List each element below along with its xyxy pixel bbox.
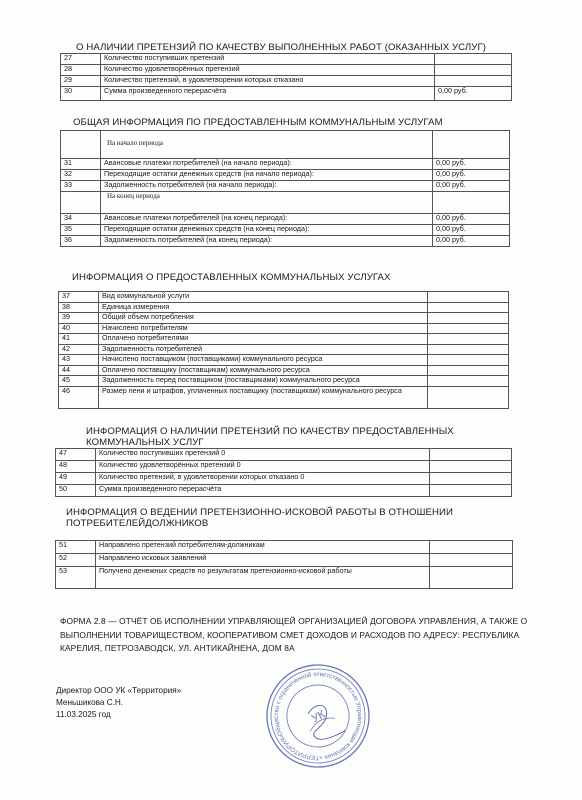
subheader-start: На начало периода: [101, 131, 433, 159]
row-label: Сумма произведенного перерасчёта: [96, 485, 430, 497]
row-label: Направлено претензий потребителям-должникам: [96, 541, 430, 554]
row-label: Общий объем потребления: [99, 313, 428, 324]
table-row: [61, 225, 510, 236]
row-label: Получено денежных средств по результатам претензионно-исковой работы: [96, 567, 430, 589]
row-number: 27: [61, 54, 101, 65]
table-row: [61, 170, 510, 181]
row-number: 35: [61, 225, 101, 236]
row-label: Единица измерения: [99, 302, 428, 313]
subheader-row: [61, 192, 510, 214]
table-row: [59, 313, 509, 324]
company-seal: [264, 662, 372, 770]
subheader-end: На конец периода: [101, 192, 433, 214]
row-label: Начислено потребителям: [99, 323, 428, 334]
value-cell: [428, 323, 509, 334]
value-cell: 0,00 руб.: [433, 236, 510, 247]
row-number: [61, 131, 101, 159]
value-cell: 0,00 руб.: [433, 181, 510, 192]
table-row: [61, 159, 510, 170]
value-cell: [428, 355, 509, 366]
table-row: [56, 567, 513, 589]
table-row: [56, 449, 512, 461]
row-number: 28: [61, 65, 101, 76]
row-label: Сумма произведенного перерасчёта: [101, 87, 435, 101]
row-label: Переходящие остатки денежных средств (на конец периода):: [101, 225, 433, 236]
value-cell: [428, 344, 509, 355]
row-label: Начислено поставщиком (поставщиками) коммунального ресурса: [99, 355, 428, 366]
row-number: 43: [59, 355, 99, 366]
section-title-utilities-provided: ИНФОРМАЦИЯ О ПРЕДОСТАВЛЕННЫХ КОММУНАЛЬНЫХ УСЛУГАХ: [72, 272, 391, 283]
row-number: [61, 192, 101, 214]
row-number: 53: [56, 567, 96, 589]
value-cell: [430, 461, 512, 473]
table-row: [61, 181, 510, 192]
seal-center-text: УК: [309, 708, 328, 726]
row-number: 52: [56, 554, 96, 567]
row-label: Вид коммунальной услуги: [99, 292, 428, 303]
row-label: Авансовые платежи потребителей (на начало периода):: [101, 159, 433, 170]
table-row: [61, 87, 512, 101]
row-label: Задолженность перед поставщиком (поставщиками) коммунального ресурса: [99, 376, 428, 387]
row-number: 29: [61, 76, 101, 87]
row-number: 31: [61, 159, 101, 170]
value-cell: [430, 473, 512, 485]
row-label: Задолженность потребителей: [99, 344, 428, 355]
row-number: 42: [59, 344, 99, 355]
value-cell: [428, 302, 509, 313]
value-cell: 0,00 руб.: [433, 170, 510, 181]
row-label: Задолженность потребителей (на начало периода):: [101, 181, 433, 192]
row-label: Оплачено поставщику (поставщикам) коммунального ресурса: [99, 365, 428, 376]
table-row: [56, 554, 513, 567]
title-line-2: ПОТРЕБИТЕЛЕЙДОЛЖНИКОВ: [66, 518, 209, 529]
title-line-1: ИНФОРМАЦИЯ О НАЛИЧИИ ПРЕТЕНЗИЙ ПО КАЧЕСТВУ ПРЕДОСТАВЛЕННЫХ: [86, 426, 454, 437]
value-cell: [428, 365, 509, 376]
value-cell: 0,00 руб.: [433, 214, 510, 225]
section-title-utilities-claims: [86, 426, 454, 448]
value-cell: [428, 376, 509, 387]
value-cell: [433, 192, 510, 214]
seal-ring-text: Общество с ограниченной ответственностью Управляющая компания «ТЕРРИТОРИЯ»: [272, 670, 364, 762]
value-cell: [430, 485, 512, 497]
row-number: 34: [61, 214, 101, 225]
table-row: [61, 76, 512, 87]
value-cell: [430, 554, 513, 567]
row-label: Количество удовлетворённых претензий: [101, 65, 435, 76]
signature-position: Директор ООО УК «Территория»: [56, 686, 182, 695]
signature-name: Меньшикова С.Н.: [56, 698, 124, 707]
row-number: 33: [61, 181, 101, 192]
section-title-utilities-general: ОБЩАЯ ИНФОРМАЦИЯ ПО ПРЕДОСТАВЛЕННЫМ КОММУНАЛЬНЫМ УСЛУГАМ: [73, 117, 443, 128]
table-row: [59, 355, 509, 366]
table-row: [61, 65, 512, 76]
value-cell: 0,00 руб.: [435, 87, 512, 101]
table-row: [59, 376, 509, 387]
row-number: 39: [59, 313, 99, 324]
table-row: [59, 344, 509, 355]
debtor-work-table: [55, 540, 513, 589]
row-number: 44: [59, 365, 99, 376]
utilities-provided-table: [58, 291, 509, 409]
signature-date: 11.03.2025 год: [56, 710, 111, 719]
row-label: Количество претензий, в удовлетворении которых отказано: [101, 76, 435, 87]
table-row: [59, 386, 509, 408]
value-cell: [435, 65, 512, 76]
table-row: [56, 461, 512, 473]
value-cell: [428, 386, 509, 408]
table-row: [61, 214, 510, 225]
table-row: [61, 236, 510, 247]
row-number: 30: [61, 87, 101, 101]
utilities-claims-table: [55, 448, 512, 497]
row-label: Размер пени и штрафов, уплаченных поставщику (поставщикам) коммунального ресурса: [99, 386, 428, 408]
utilities-general-table: [60, 130, 510, 247]
table-row: [56, 473, 512, 485]
title-line-2: КОММУНАЛЬНЫХ УСЛУГ: [86, 437, 204, 448]
value-cell: [428, 334, 509, 345]
row-number: 32: [61, 170, 101, 181]
value-cell: [430, 449, 512, 461]
row-number: 47: [56, 449, 96, 461]
form-caption: ФОРМА 2.8 — ОТЧЁТ ОБ ИСПОЛНЕНИИ УПРАВЛЯЮЩЕЙ ОРГАНИЗАЦИЕЙ ДОГОВОРА УПРАВЛЕНИЯ, А ТАКЖЕ О ВЫПОЛНЕНИИ ТОВАРИЩЕСТВОМ, КООПЕРАТИВОМ СМЕТ ДОХОДОВ И РАСХОДОВ ПО АДРЕСУ: РЕСПУБЛИКА КАРЕЛИЯ, ПЕТРОЗАВОДСК, УЛ. АНТИКАЙНЕНА, ДОМ 8А: [60, 616, 528, 653]
row-number: 37: [59, 292, 99, 303]
table-row: [59, 334, 509, 345]
row-label: Количество удовлетворённых претензий 0: [96, 461, 430, 473]
claims-works-table: [60, 53, 512, 101]
row-number: 41: [59, 334, 99, 345]
row-number: 45: [59, 376, 99, 387]
value-cell: [433, 131, 510, 159]
value-cell: [428, 292, 509, 303]
value-cell: [430, 541, 513, 554]
row-label: Оплачено потребителями: [99, 334, 428, 345]
row-label: Количество поступивших претензий: [101, 54, 435, 65]
row-label: Авансовые платежи потребителей (на конец периода):: [101, 214, 433, 225]
title-line-1: ИНФОРМАЦИЯ О ВЕДЕНИИ ПРЕТЕНЗИОННО-ИСКОВОЙ РАБОТЫ В ОТНОШЕНИИ: [66, 507, 453, 518]
row-label: Переходящие остатки денежных средств (на начало периода):: [101, 170, 433, 181]
row-number: 36: [61, 236, 101, 247]
value-cell: [430, 567, 513, 589]
row-number: 48: [56, 461, 96, 473]
row-label: Направлено исковых заявлений: [96, 554, 430, 567]
row-number: 50: [56, 485, 96, 497]
table-row: [61, 54, 512, 65]
value-cell: 0,00 руб.: [433, 159, 510, 170]
row-number: 51: [56, 541, 96, 554]
row-number: 46: [59, 386, 99, 408]
table-row: [59, 365, 509, 376]
value-cell: [428, 313, 509, 324]
value-cell: [435, 54, 512, 65]
table-row: [59, 292, 509, 303]
section-title-claims-works: О НАЛИЧИИ ПРЕТЕНЗИЙ ПО КАЧЕСТВУ ВЫПОЛНЕННЫХ РАБОТ (ОКАЗАННЫХ УСЛУГ): [76, 42, 487, 53]
value-cell: 0,00 руб.: [433, 225, 510, 236]
value-cell: [435, 76, 512, 87]
table-row: [59, 302, 509, 313]
table-row: [59, 323, 509, 334]
row-label: Задолженность потребителей (на конец периода):: [101, 236, 433, 247]
row-label: Количество претензий, в удовлетворении которых отказано 0: [96, 473, 430, 485]
subheader-row: [61, 131, 510, 159]
table-row: [56, 541, 513, 554]
row-number: 40: [59, 323, 99, 334]
row-number: 38: [59, 302, 99, 313]
section-title-debtor-work: [66, 507, 453, 529]
row-number: 49: [56, 473, 96, 485]
row-label: Количество поступивших претензий 0: [96, 449, 430, 461]
table-row: [56, 485, 512, 497]
